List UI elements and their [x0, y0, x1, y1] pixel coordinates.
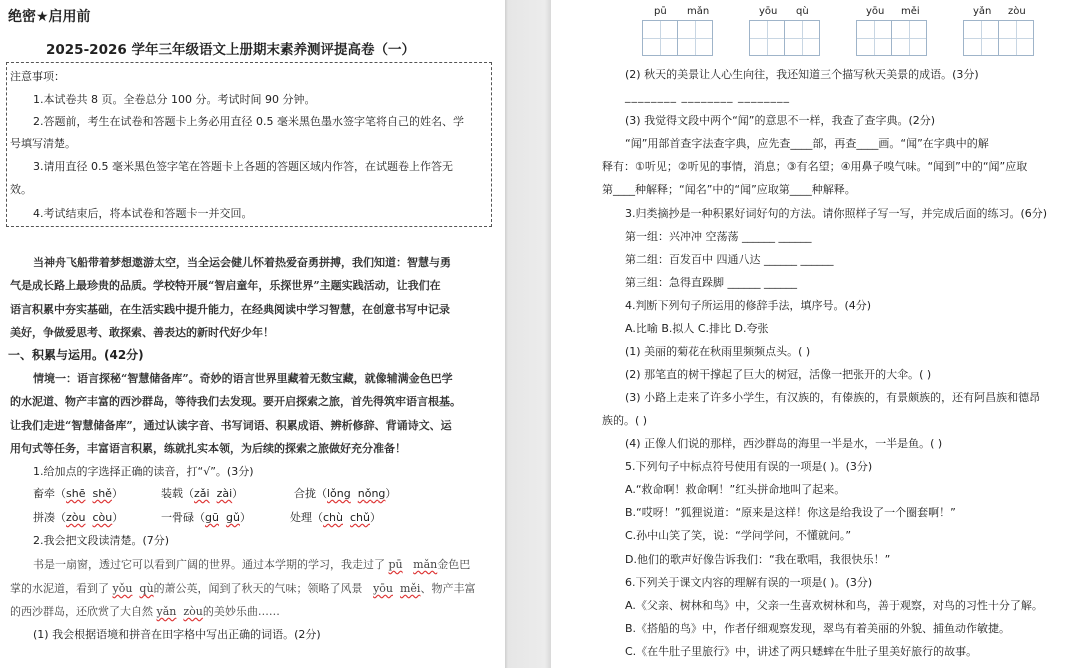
- pinyin-label: yōu: [866, 6, 885, 17]
- pinyin-label: yōu: [759, 6, 778, 17]
- pinyin-label: zòu: [1008, 6, 1026, 17]
- word-group: 第二组：百发百中 四通八达 ______ ______: [625, 253, 834, 266]
- notes-box: [6, 62, 492, 227]
- pinyin-choice-row: 拼凑（zòu còu）: [33, 511, 124, 524]
- question-2-1: (1) 我会根据语境和拼音在田字格中写出正确的词语。(2分): [33, 628, 321, 641]
- wen-line: 释有：①听见；②听见的事情，消息；③有名望；④用鼻子嗅气味。“闻到”中的“闻”应取: [602, 160, 1028, 173]
- tianzige-box[interactable]: [963, 20, 999, 56]
- option-line: A.“救命啊！救命啊！”红头拼命地叫了起来。: [625, 483, 846, 496]
- rhetoric-item: (4) 正像人们说的那样，西沙群岛的海里一半是水，一半是鱼。( ): [625, 437, 943, 450]
- question-1: 1.给加点的字选择正确的读音，打“√”。(3分): [33, 465, 254, 478]
- notes-heading: 注意事项：: [10, 70, 65, 83]
- situation-line: 用句式等任务，丰富语言积累，练就扎实本领，为后续的探索之旅做好充分准备！: [10, 442, 406, 455]
- word-group: 第一组：兴冲冲 空荡荡 ______ ______: [625, 230, 812, 243]
- question-2-3: (3) 我觉得文段中两个“闻”的意思不一样，我查了查字典。(2分): [625, 114, 936, 127]
- note-line: 效。: [10, 183, 32, 196]
- question-3: 3.归类摘抄是一种积累好词好句的方法。请你照样子写一写，并完成后面的练习。(6分): [625, 207, 1048, 220]
- tianzige-box[interactable]: [784, 20, 820, 56]
- right-page: [551, 0, 1080, 668]
- page-gutter: [505, 0, 551, 668]
- question-5: 5.下列句子中标点符号使用有误的一项是( )。(3分): [625, 460, 873, 473]
- question-2: 2.我会把文段读清楚。(7分): [33, 534, 170, 547]
- tianzige-box[interactable]: [998, 20, 1034, 56]
- situation-line: 的水泥道、物产丰富的西沙群岛，等待我们去发现。要开启探索之旅，首先得筑牢语言根基。: [10, 395, 461, 408]
- note-line: 4.考试结束后，将本试卷和答题卡一并交回。: [33, 207, 253, 220]
- tianzige-box[interactable]: [891, 20, 927, 56]
- question-4: 4.判断下列句子所运用的修辞手法，填序号。(4分): [625, 299, 872, 312]
- intro-line: 美好，争做爱思考、敢探索、善表达的新时代好少年！: [10, 326, 274, 339]
- tianzige-box[interactable]: [642, 20, 678, 56]
- pinyin-choice-row: 合拢（lǒng nǒng）: [294, 487, 397, 500]
- word-group: 第三组：急得直跺脚 ______ ______: [625, 276, 797, 289]
- pinyin-choice-row: 处理（chù chǔ）: [290, 511, 381, 524]
- situation-line: 情境一：语言探秘“智慧储备库”。奇妙的语言世界里藏着无数宝藏，就像辅满金色巴学: [33, 372, 453, 385]
- section-heading: 一、积累与运用。(42分): [8, 348, 144, 362]
- exam-title: 2025-2026 学年三年级语文上册期末素养测评提高卷（一）: [46, 42, 415, 58]
- option-line: C.《在牛肚子里旅行》中，讲述了两只蟋蟀在牛肚子里美好旅行的故事。: [625, 645, 978, 658]
- note-line: 3.请用直径 0.5 毫米黑色签字笔在答题卡上各题的答题区域内作答，在试题卷上作答无: [33, 160, 453, 173]
- rhetoric-item: 族的。( ): [602, 414, 648, 427]
- pinyin-label: měi: [901, 6, 920, 17]
- rhetoric-item: (1) 美丽的菊花在秋雨里频频点头。( ): [625, 345, 811, 358]
- rhetoric-options: A.比喻 B.拟人 C.排比 D.夸张: [625, 322, 769, 335]
- note-line: 2.答题前，考生在试卷和答题卡上务必用直径 0.5 毫米黑色墨水签字笔将自己的姓名、学: [33, 115, 464, 128]
- intro-line: 当神舟飞船带着梦想遨游太空，当全运会健儿怀着热爱奋勇拼搏，我们知道：智慧与勇: [33, 256, 451, 269]
- question-2-2: (2) 秋天的美景让人心生向往，我还知道三个描写秋天美景的成语。(3分): [625, 68, 979, 81]
- tianzige-box[interactable]: [677, 20, 713, 56]
- pinyin-choice-row: 装载（zǎi zài）: [161, 487, 244, 500]
- option-line: C.孙中山笑了笑，说：“学问学问，不懂就问。”: [625, 529, 852, 542]
- question-6: 6.下列关于课文内容的理解有误的一项是( )。(3分): [625, 576, 873, 589]
- wen-line: 第____种解释；“闻名”中的“闻”应取第____种解释。: [602, 183, 856, 196]
- option-line: D.他们的歌声好像告诉我们：“我在歌唱，我很快乐！”: [625, 553, 891, 566]
- note-line: 号填写清楚。: [10, 137, 76, 150]
- confidential-label: 绝密★启用前: [8, 9, 91, 25]
- pinyin-choice-row: 畜牵（shē shě）: [33, 487, 123, 500]
- left-page: [0, 0, 505, 668]
- note-line: 1.本试卷共 8 页。全卷总分 100 分。考试时间 90 分钟。: [33, 93, 316, 106]
- answer-blanks[interactable]: ________ ________ ________: [625, 90, 790, 103]
- rhetoric-item: (3) 小路上走来了许多小学生，有汉族的，有傣族的，有景颇族的，还有阿昌族和德昂: [625, 391, 1041, 404]
- passage-line: 的西沙群岛，还欣赏了大自然 yǎn zòu的美妙乐曲……: [10, 605, 280, 618]
- pinyin-label: mǎn: [687, 6, 710, 17]
- pinyin-label: qù: [796, 6, 809, 17]
- option-line: B.《搭船的鸟》中，作者仔细观察发现，翠鸟有着美丽的外貌、捕鱼动作敏捷。: [625, 622, 1011, 635]
- option-line: B.“哎呀！”狐狸说道：“原来是这样！你这是给我设了一个圈套啊！”: [625, 506, 956, 519]
- pinyin-choice-row: 一骨碌（gū gǔ）: [161, 511, 251, 524]
- tianzige-box[interactable]: [749, 20, 785, 56]
- passage-line: 掌的水泥道，看到了 yǒu qù的萧公英，闻到了秋天的气味；领略了风景 yōu měi、物产丰富: [10, 582, 476, 595]
- passage-line: 书是一扇窗，透过它可以看到广阔的世界。通过本学期的学习，我走过了 pū mǎn金色巴: [33, 558, 471, 571]
- situation-line: 让我们走进“智慧储备库”，通过认读字音、书写词语、积累成语、辨析修辞、背诵诗文、运: [10, 419, 452, 432]
- pinyin-label: pū: [654, 6, 667, 17]
- tianzige-box[interactable]: [856, 20, 892, 56]
- pinyin-label: yǎn: [973, 6, 992, 17]
- option-line: A.《父亲、树林和鸟》中，父亲一生喜欢树林和鸟，善于观察，对鸟的习性十分了解。: [625, 599, 1043, 612]
- wen-line: “闻”用部首查字法查字典，应先查____部，再查____画。“闻”在字典中的解: [625, 137, 989, 150]
- intro-line: 语言积累中夯实基础，在生活实践中提升能力，在经典阅读中学习智慧，在创意书写中记录: [10, 303, 450, 316]
- rhetoric-item: (2) 那笔直的树干撑起了巨大的树冠，活像一把张开的大伞。( ): [625, 368, 932, 381]
- intro-line: 气是成长路上最珍贵的品质。学校特开展“智启童年，乐探世界”主题实践活动，让我们在: [10, 279, 441, 292]
